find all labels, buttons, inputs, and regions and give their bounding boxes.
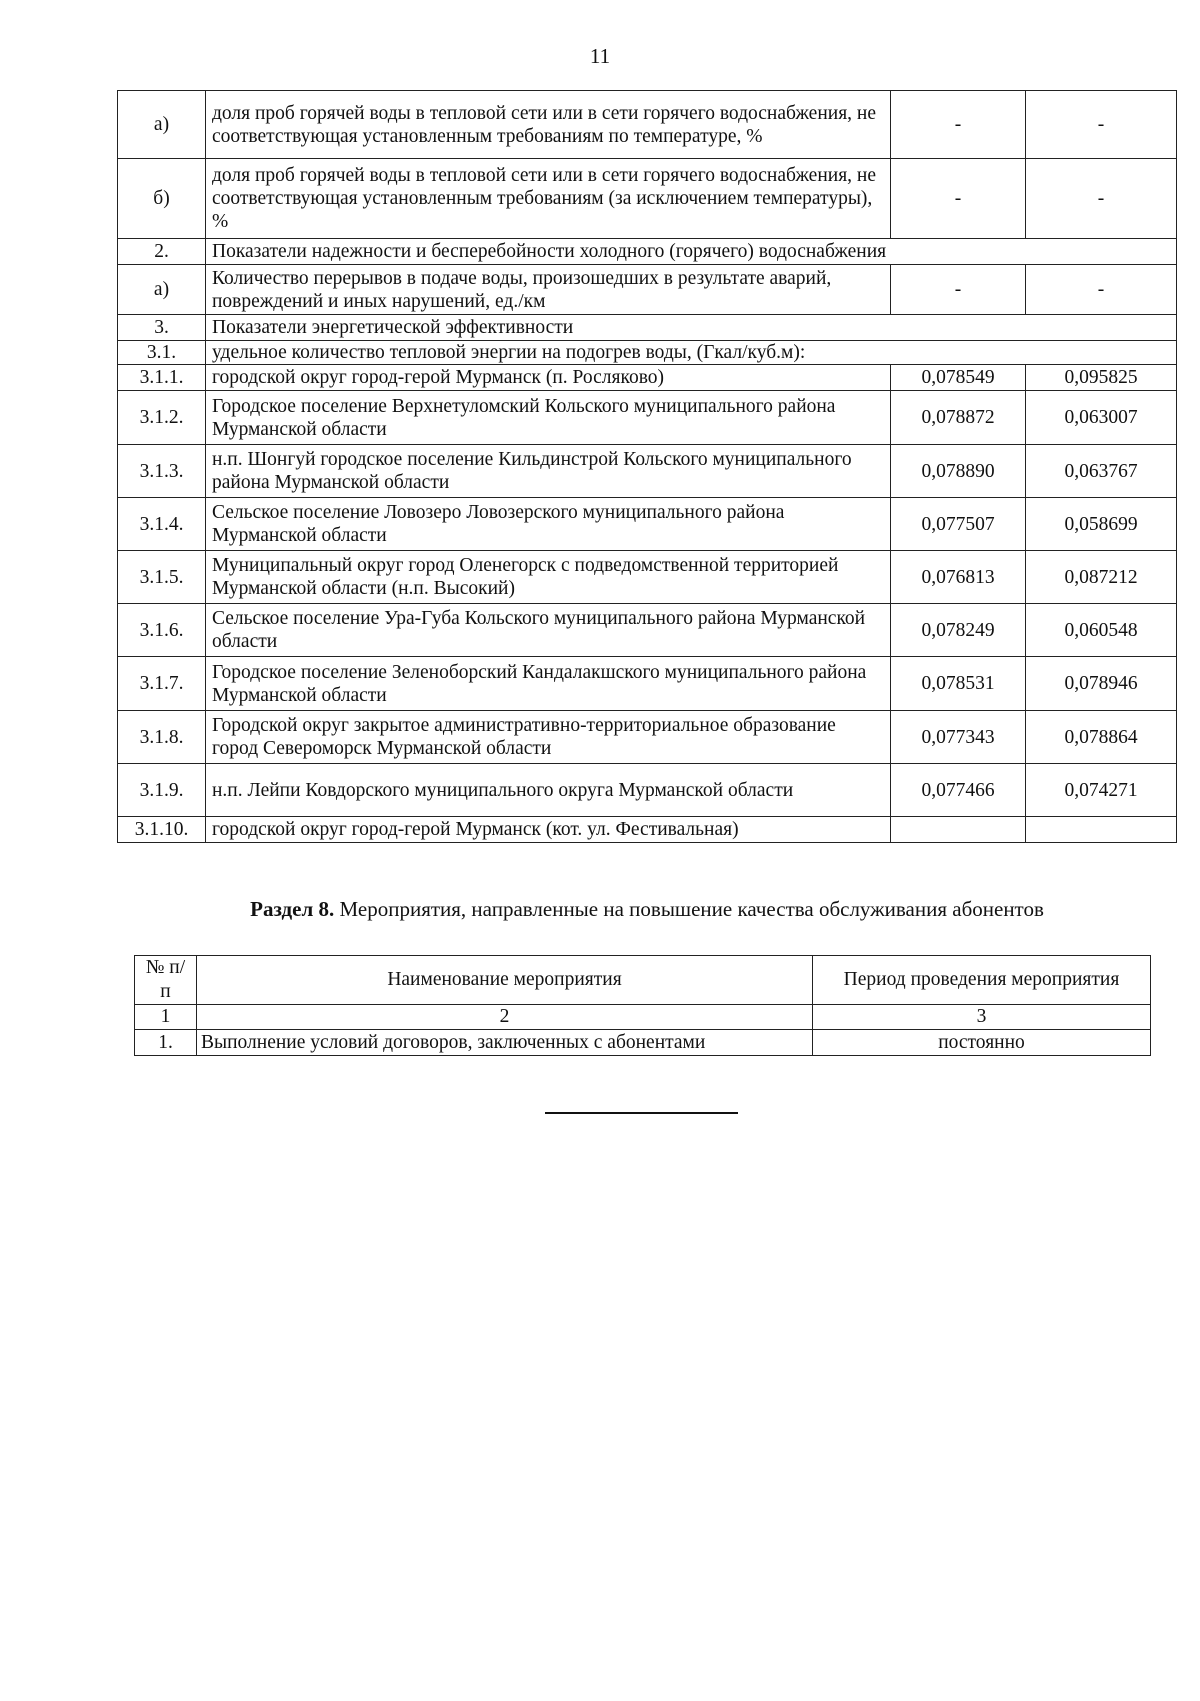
section-8-heading bbox=[118, 897, 1176, 922]
row-number: 3.1. bbox=[118, 341, 206, 365]
row-text: доля проб горячей воды в тепловой сети или в сети горячего водоснабжения, не соответствующая установленным требованиям (за исключением температуры), % bbox=[206, 159, 891, 239]
value-column-1: 0,076813 bbox=[891, 551, 1026, 604]
row-text: Показатели надежности и бесперебойности холодного (горячего) водоснабжения bbox=[206, 239, 1177, 265]
row-number: 3.1.7. bbox=[118, 657, 206, 711]
row-number: 3.1.2. bbox=[118, 391, 206, 445]
row-number: а) bbox=[118, 91, 206, 159]
value-column-2: - bbox=[1026, 159, 1177, 239]
row-text: Сельское поселение Ура-Губа Кольского муниципального района Мурманской области bbox=[206, 604, 891, 657]
indicator-row bbox=[118, 657, 1177, 711]
value-column-1: 0,077343 bbox=[891, 711, 1026, 764]
row-text: Показатели энергетической эффективности bbox=[206, 315, 1177, 341]
column-header: Наименование мероприятия bbox=[197, 956, 813, 1005]
value-column-2: 0,063767 bbox=[1026, 445, 1177, 498]
indicator-row bbox=[118, 764, 1177, 817]
value-column-1: 0,078531 bbox=[891, 657, 1026, 711]
indicators-table bbox=[117, 90, 1177, 843]
row-text: городской округ город-герой Мурманск (п. Росляково) bbox=[206, 365, 891, 391]
column-header: № п/п bbox=[135, 956, 197, 1005]
row-text: Сельское поселение Ловозеро Ловозерского муниципального района Мурманской области bbox=[206, 498, 891, 551]
value-column-1: 0,078890 bbox=[891, 445, 1026, 498]
row-text: городской округ город-герой Мурманск (кот. ул. Фестивальная) bbox=[206, 817, 891, 843]
value-column-1: - bbox=[891, 159, 1026, 239]
value-column-2: 0,058699 bbox=[1026, 498, 1177, 551]
measure-period: постоянно bbox=[813, 1030, 1151, 1056]
row-number: 3.1.1. bbox=[118, 365, 206, 391]
closing-divider bbox=[545, 1112, 738, 1114]
row-text: Городское поселение Зеленоборский Кандалакшского муниципального района Мурманской области bbox=[206, 657, 891, 711]
value-column-1: 0,078872 bbox=[891, 391, 1026, 445]
measure-number: 1. bbox=[135, 1030, 197, 1056]
indicator-row bbox=[118, 551, 1177, 604]
measures-column-number-row bbox=[135, 1005, 1151, 1030]
measures-table bbox=[134, 955, 1151, 1056]
section-8-title: Мероприятия, направленные на повышение качества обслуживания абонентов bbox=[334, 897, 1044, 921]
value-column-2: 0,095825 bbox=[1026, 365, 1177, 391]
indicator-row bbox=[118, 711, 1177, 764]
row-text: Городское поселение Верхнетуломский Кольского муниципального района Мурманской области bbox=[206, 391, 891, 445]
column-number: 3 bbox=[813, 1005, 1151, 1030]
indicator-group-row bbox=[118, 315, 1177, 341]
section-8-label: Раздел 8. bbox=[250, 897, 335, 921]
indicator-row bbox=[118, 265, 1177, 315]
value-column-2: 0,078864 bbox=[1026, 711, 1177, 764]
measure-name: Выполнение условий договоров, заключенных с абонентами bbox=[197, 1030, 813, 1056]
indicator-group-row bbox=[118, 341, 1177, 365]
value-column-2: - bbox=[1026, 91, 1177, 159]
indicator-row bbox=[118, 817, 1177, 843]
value-column-1: - bbox=[891, 265, 1026, 315]
row-number: 3.1.3. bbox=[118, 445, 206, 498]
value-column-2: 0,060548 bbox=[1026, 604, 1177, 657]
indicator-row bbox=[118, 365, 1177, 391]
value-column-1: - bbox=[891, 91, 1026, 159]
indicator-row bbox=[118, 604, 1177, 657]
row-number: 3.1.5. bbox=[118, 551, 206, 604]
row-text: Муниципальный округ город Оленегорск с подведомственной территорией Мурманской области (н.п. Высокий) bbox=[206, 551, 891, 604]
value-column-1: 0,078549 bbox=[891, 365, 1026, 391]
row-number: 3.1.8. bbox=[118, 711, 206, 764]
row-text: Городской округ закрытое административно-территориальное образование город Североморск Мурманской области bbox=[206, 711, 891, 764]
indicator-row bbox=[118, 391, 1177, 445]
value-column-2: 0,078946 bbox=[1026, 657, 1177, 711]
measures-row bbox=[135, 1030, 1151, 1056]
column-number: 1 bbox=[135, 1005, 197, 1030]
row-number: а) bbox=[118, 265, 206, 315]
indicator-row bbox=[118, 445, 1177, 498]
row-number: 3.1.10. bbox=[118, 817, 206, 843]
measures-header-row bbox=[135, 956, 1151, 1005]
value-column-2: 0,087212 bbox=[1026, 551, 1177, 604]
indicator-row bbox=[118, 498, 1177, 551]
row-number: 3.1.9. bbox=[118, 764, 206, 817]
row-number: 2. bbox=[118, 239, 206, 265]
page-number: 11 bbox=[589, 44, 611, 68]
value-column-1: 0,077466 bbox=[891, 764, 1026, 817]
value-column-1: 0,077507 bbox=[891, 498, 1026, 551]
row-number: 3.1.4. bbox=[118, 498, 206, 551]
row-number: 3.1.6. bbox=[118, 604, 206, 657]
row-text: Количество перерывов в подаче воды, произошедших в результате аварий, повреждений и иных нарушений, ед./км bbox=[206, 265, 891, 315]
value-column-2 bbox=[1026, 817, 1177, 843]
indicator-row bbox=[118, 159, 1177, 239]
indicator-row bbox=[118, 91, 1177, 159]
value-column-2: 0,074271 bbox=[1026, 764, 1177, 817]
row-text: удельное количество тепловой энергии на подогрев воды, (Гкал/куб.м): bbox=[206, 341, 1177, 365]
value-column-1 bbox=[891, 817, 1026, 843]
value-column-2: 0,063007 bbox=[1026, 391, 1177, 445]
indicator-group-row bbox=[118, 239, 1177, 265]
row-text: н.п. Шонгуй городское поселение Кильдинстрой Кольского муниципального района Мурманской области bbox=[206, 445, 891, 498]
row-text: н.п. Лейпи Ковдорского муниципального округа Мурманской области bbox=[206, 764, 891, 817]
row-number: 3. bbox=[118, 315, 206, 341]
row-number: б) bbox=[118, 159, 206, 239]
column-number: 2 bbox=[197, 1005, 813, 1030]
value-column-1: 0,078249 bbox=[891, 604, 1026, 657]
value-column-2: - bbox=[1026, 265, 1177, 315]
column-header: Период проведения мероприятия bbox=[813, 956, 1151, 1005]
row-text: доля проб горячей воды в тепловой сети или в сети горячего водоснабжения, не соответствующая установленным требованиям по температуре, % bbox=[206, 91, 891, 159]
